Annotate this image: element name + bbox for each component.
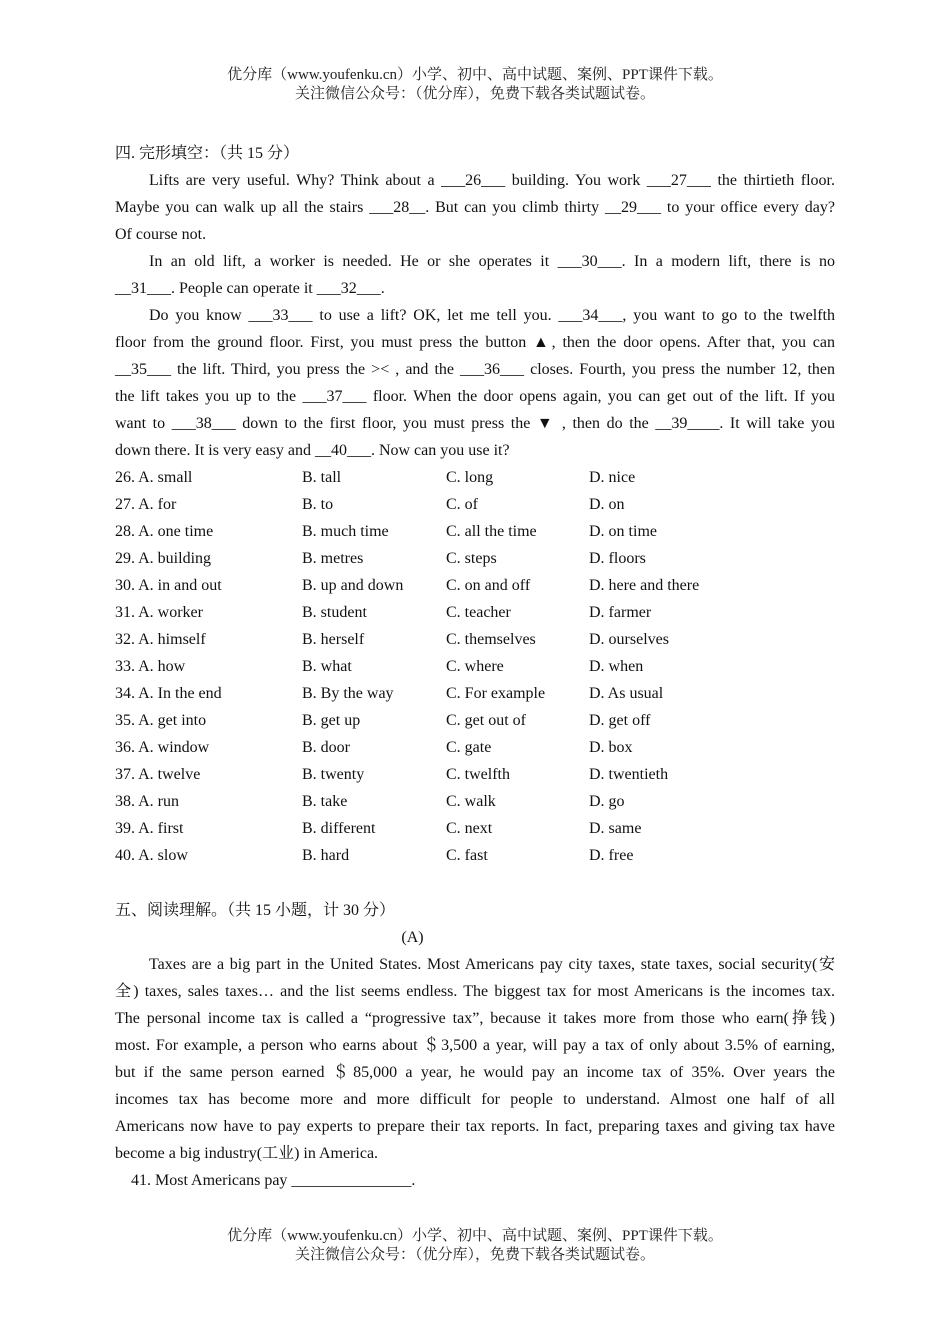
option-a: 32. A. himself — [115, 631, 206, 648]
option-b: B. herself — [302, 631, 365, 648]
option-a: 35. A. get into — [115, 712, 207, 729]
option-b: B. metres — [302, 550, 364, 567]
option-a: 40. A. slow — [115, 847, 188, 864]
option-row — [115, 653, 835, 680]
reading-line: but if the same person earned ＄85,000 a year, he would pay an income tax of 35%. Over years the — [115, 1064, 836, 1081]
cloze-line: Lifts are very useful. Why? Think about a ___26___ building. You work ___27___ the thirtieth floor. — [149, 172, 835, 189]
cloze-line: Maybe you can walk up all the stairs ___28__. But can you climb thirty __29___ to your office every day? — [115, 199, 835, 216]
reading-line: become a big industry(工业) in America. — [115, 1145, 379, 1162]
option-row — [115, 815, 835, 842]
option-c: C. twelfth — [446, 766, 510, 783]
reading-line: incomes tax has become more and more difficult for people to understand. Almost one half of all — [115, 1091, 835, 1108]
option-d: D. twentieth — [589, 766, 669, 783]
cloze-line: want to ___38___ down to the first floor, you must press the ▼ , then do the __39____. It will take you — [115, 415, 835, 432]
option-a: 34. A. In the end — [115, 685, 222, 702]
reading-line: Americans now have to pay experts to prepare their tax reports. In fact, preparing taxes and giving tax have — [115, 1118, 835, 1135]
reading-line: Taxes are a big part in the United States. Most Americans pay city taxes, state taxes, social security(安 — [149, 956, 835, 973]
option-c: C. of — [446, 496, 478, 513]
option-c: C. themselves — [446, 631, 536, 648]
cloze-line: Of course not. — [115, 226, 207, 243]
cloze-line: __31___. People can operate it ___32___. — [115, 280, 385, 297]
option-c: C. all the time — [446, 523, 537, 540]
option-c: C. walk — [446, 793, 496, 810]
option-row — [115, 572, 835, 599]
option-b: B. take — [302, 793, 348, 810]
cloze-line: __35___ the lift. Third, you press the >< , and the ___36___ closes. Fourth, you press the number 12, then — [115, 361, 835, 378]
header-line-2: 关注微信公众号：（优分库），免费下载各类试题试卷。 — [294, 86, 655, 102]
option-a: 37. A. twelve — [115, 766, 201, 783]
option-b: B. tall — [302, 469, 342, 486]
option-d: D. here and there — [589, 577, 700, 594]
option-c: C. gate — [446, 739, 492, 756]
option-c: C. on and off — [446, 577, 531, 594]
option-row — [115, 491, 835, 518]
reading-line: 全) taxes, sales taxes… and the list seems endless. The biggest tax for most Americans is the incomes tax. — [115, 983, 835, 1000]
option-a: 31. A. worker — [115, 604, 203, 621]
page-footer — [0, 1227, 950, 1265]
option-d: D. box — [589, 739, 633, 756]
option-row — [115, 518, 835, 545]
option-c: C. next — [446, 820, 493, 837]
header-line-1: 优分库（www.youfenku.cn）小学、初中、高中试题、案例、PPT课件下载。 — [227, 67, 723, 83]
cloze-line: In an old lift, a worker is needed. He or she operates it ___30___. In a modern lift, there is no — [149, 253, 835, 270]
footer-line-1: 优分库（www.youfenku.cn）小学、初中、高中试题、案例、PPT课件下载。 — [227, 1228, 723, 1244]
page-header — [0, 66, 950, 104]
option-b: B. what — [302, 658, 352, 675]
option-d: D. on — [589, 496, 625, 513]
document-body — [115, 140, 835, 1194]
option-row — [115, 626, 835, 653]
option-row — [115, 761, 835, 788]
option-a: 39. A. first — [115, 820, 184, 837]
option-c: C. teacher — [446, 604, 511, 621]
option-row — [115, 788, 835, 815]
option-a: 36. A. window — [115, 739, 210, 756]
option-a: 28. A. one time — [115, 523, 214, 540]
option-c: C. long — [446, 469, 494, 486]
cloze-passage — [115, 167, 835, 464]
option-b: B. different — [302, 820, 376, 837]
cloze-section-title: 四. 完形填空：（共 15 分） — [115, 145, 300, 162]
question-41: 41. Most Americans pay _______________. — [131, 1172, 416, 1189]
cloze-options — [115, 464, 835, 869]
option-b: B. By the way — [302, 685, 394, 702]
option-row — [115, 464, 835, 491]
option-b: B. student — [302, 604, 367, 621]
option-a: 26. A. small — [115, 469, 193, 486]
footer-line-2: 关注微信公众号：（优分库），免费下载各类试题试卷。 — [294, 1247, 655, 1263]
option-c: C. where — [446, 658, 504, 675]
reading-line: most. For example, a person who earns about ＄3,500 a year, will pay a tax of only about 3.5% of earning, — [115, 1037, 835, 1054]
option-b: B. door — [302, 739, 350, 756]
option-b: B. up and down — [302, 577, 404, 594]
cloze-line: Do you know ___33___ to use a lift? OK, let me tell you. ___34___, you want to go to the twelfth — [149, 307, 835, 324]
option-c: C. For example — [446, 685, 546, 702]
option-a: 27. A. for — [115, 496, 177, 513]
option-row — [115, 842, 835, 869]
option-b: B. hard — [302, 847, 350, 864]
option-d: D. get off — [589, 712, 651, 729]
option-c: C. steps — [446, 550, 497, 567]
option-d: D. As usual — [589, 685, 664, 702]
option-c: C. fast — [446, 847, 488, 864]
option-d: D. same — [589, 820, 642, 837]
cloze-line: the lift takes you up to the ___37___ floor. When the door opens again, you can get out of the lift. If you — [115, 388, 835, 405]
cloze-line: down there. It is very easy and __40___. Now can you use it? — [115, 442, 510, 459]
reading-line: The personal income tax is called a “progressive tax”, because it takes more from those who earn(挣钱) — [115, 1010, 835, 1027]
option-d: D. ourselves — [589, 631, 669, 648]
reading-passage — [115, 951, 835, 1167]
option-c: C. get out of — [446, 712, 526, 729]
option-d: D. farmer — [589, 604, 652, 621]
option-row — [115, 707, 835, 734]
option-row — [115, 680, 835, 707]
option-d: D. on time — [589, 523, 657, 540]
option-row — [115, 545, 835, 572]
option-row — [115, 734, 835, 761]
option-b: B. twenty — [302, 766, 365, 783]
option-a: 30. A. in and out — [115, 577, 222, 594]
option-b: B. much time — [302, 523, 389, 540]
option-a: 33. A. how — [115, 658, 186, 675]
option-d: D. floors — [589, 550, 646, 567]
option-b: B. get up — [302, 712, 361, 729]
option-d: D. go — [589, 793, 625, 810]
passage-label: (A) — [401, 929, 424, 946]
option-row — [115, 599, 835, 626]
option-b: B. to — [302, 496, 334, 513]
option-d: D. free — [589, 847, 634, 864]
option-d: D. nice — [589, 469, 636, 486]
cloze-line: floor from the ground floor. First, you must press the button ▲, then the door opens. After that, you can — [115, 334, 835, 351]
reading-section-title: 五、阅读理解。（共 15 小题，计 30 分） — [115, 902, 396, 919]
option-a: 38. A. run — [115, 793, 179, 810]
option-d: D. when — [589, 658, 644, 675]
option-a: 29. A. building — [115, 550, 212, 567]
